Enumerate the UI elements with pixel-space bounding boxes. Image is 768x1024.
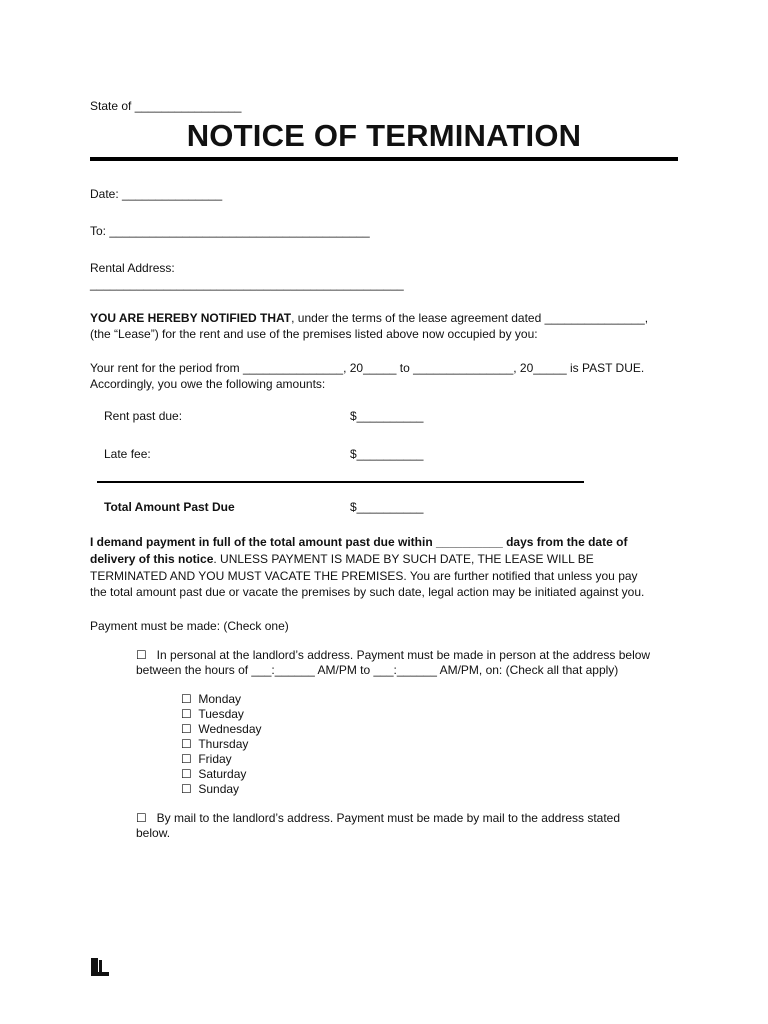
in-person-line-1: In personal at the landlord’s address. Payment must be made in person at the address below: [156, 648, 651, 662]
day-option-thursday[interactable]: [181, 737, 248, 752]
demand-line-3: TERMINATED AND YOU MUST VACATE THE PREMISES. You are further notified that unless you pay: [90, 569, 638, 583]
day-label: Tuesday: [198, 707, 244, 721]
day-label: Thursday: [198, 737, 249, 751]
day-label: Saturday: [198, 767, 247, 781]
day-option-saturday[interactable]: [181, 767, 246, 782]
demand-line-2-rest: . UNLESS PAYMENT IS MADE BY SUCH DATE, THE LEASE WILL BE: [213, 552, 594, 566]
late-fee-value: $__________: [350, 447, 424, 461]
page-title: NOTICE OF TERMINATION: [186, 118, 582, 153]
rental-address-label: Rental Address:: [90, 261, 175, 275]
demand-bold-2: delivery of this notice: [90, 552, 214, 566]
late-fee-label: Late fee:: [104, 447, 151, 461]
rental-address-line: _______________________________________________: [90, 277, 404, 291]
rent-period-line: Your rent for the period from _______________, 20_____ to _______________, 20_____ is PAST DUE.: [90, 361, 645, 375]
day-checkbox[interactable]: ☐: [181, 692, 192, 706]
notice-line-1-rest: , under the terms of the lease agreement dated _______________,: [291, 311, 649, 325]
demand-line-1: I demand payment in full of the total amount past due within __________ days from the date of: [90, 535, 628, 549]
amounts-intro-line: Accordingly, you owe the following amounts:: [90, 377, 326, 391]
day-option-wednesday[interactable]: [181, 722, 262, 737]
day-option-tuesday[interactable]: [181, 707, 244, 722]
demand-line-4: the total amount past due or vacate the premises by such date, legal action may be initiated against you.: [90, 585, 645, 599]
rent-past-due-label: Rent past due:: [104, 409, 183, 423]
day-label: Monday: [198, 692, 242, 706]
day-checkbox[interactable]: ☐: [181, 707, 192, 721]
date-field: Date: _______________: [90, 187, 223, 201]
in-person-option[interactable]: [136, 648, 650, 663]
day-label: Sunday: [198, 782, 240, 796]
in-person-line-2: between the hours of ___:______ AM/PM to ___:______ AM/PM, on: (Check all that apply): [136, 663, 619, 677]
notice-line-2: (the “Lease”) for the rent and use of the premises listed above now occupied by you:: [90, 327, 538, 341]
mail-line-1: By mail to the landlord’s address. Payment must be made by mail to the address stated: [156, 811, 621, 825]
to-field: To: _______________________________________: [90, 224, 370, 238]
day-label: Wednesday: [198, 722, 262, 736]
day-checkbox[interactable]: ☐: [181, 752, 192, 766]
day-option-sunday[interactable]: [181, 782, 239, 797]
day-option-friday[interactable]: [181, 752, 232, 767]
demand-line-2: [90, 552, 594, 567]
day-label: Friday: [198, 752, 232, 766]
brand-logo-icon: [91, 958, 109, 976]
state-line: State of ________________: [90, 99, 242, 113]
mail-checkbox[interactable]: ☐: [136, 811, 147, 825]
mail-line-2: below.: [136, 826, 171, 840]
rent-past-due-value: $__________: [350, 409, 424, 423]
day-checkbox[interactable]: ☐: [181, 782, 192, 796]
notice-line-1: [90, 311, 648, 326]
total-rule: [97, 481, 584, 483]
title-rule: [90, 157, 678, 161]
day-option-monday[interactable]: [181, 692, 241, 707]
mail-option[interactable]: [136, 811, 620, 826]
in-person-checkbox[interactable]: ☐: [136, 648, 147, 662]
total-value: $__________: [350, 500, 424, 514]
day-checkbox[interactable]: ☐: [181, 767, 192, 781]
day-checkbox[interactable]: ☐: [181, 722, 192, 736]
total-label: Total Amount Past Due: [104, 500, 235, 514]
notice-bold-lead: YOU ARE HEREBY NOTIFIED THAT: [90, 311, 292, 325]
day-checkbox[interactable]: ☐: [181, 737, 192, 751]
payment-heading: Payment must be made: (Check one): [90, 619, 289, 633]
